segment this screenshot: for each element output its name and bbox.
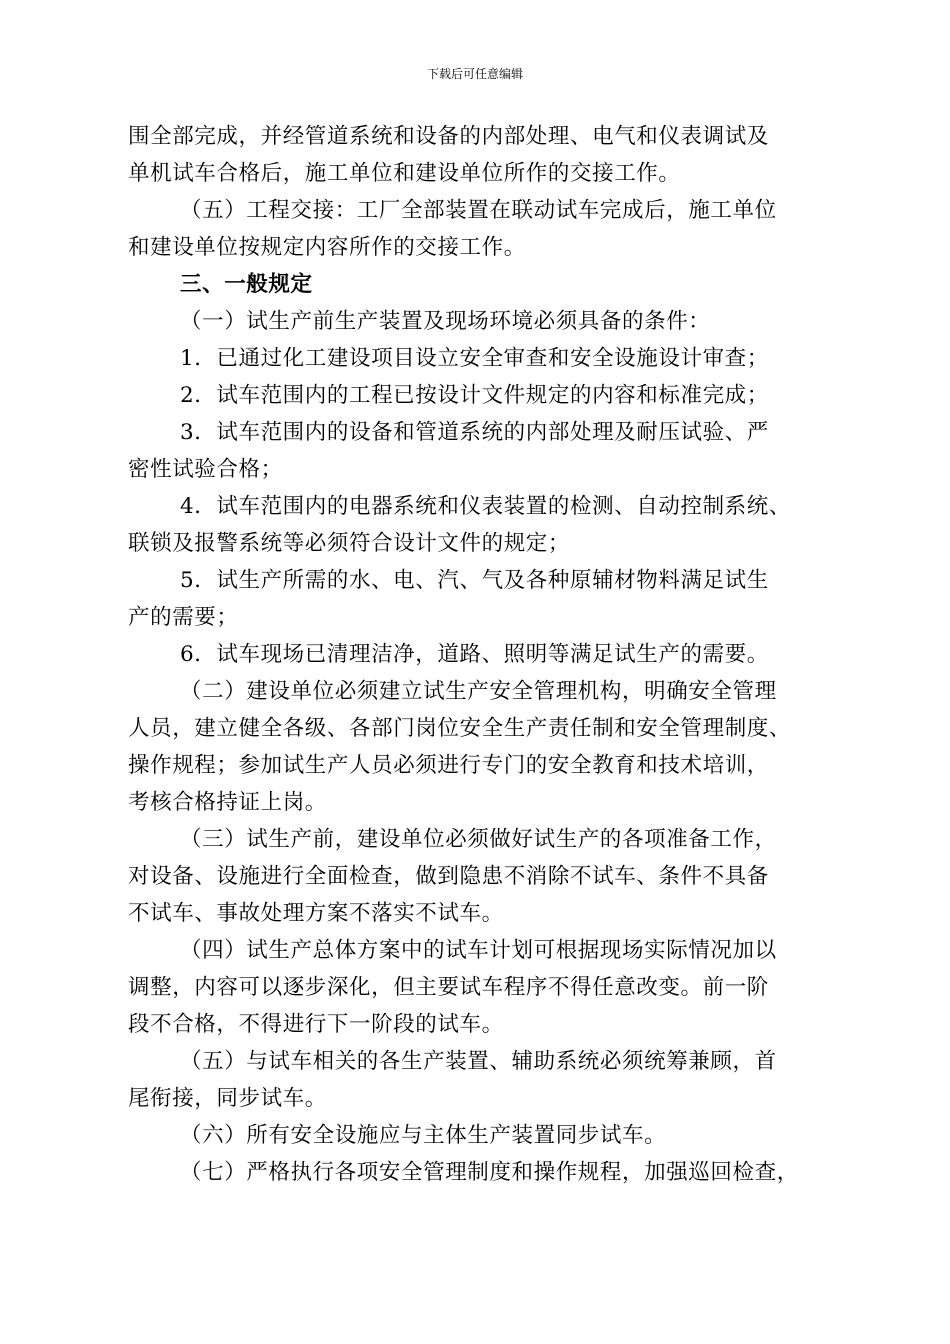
paragraph-line: （四）试生产总体方案中的试车计划可根据现场实际情况加以	[180, 938, 777, 963]
paragraph-line: （七）严格执行各项安全管理制度和操作规程，加强巡回检查，	[180, 1160, 799, 1185]
paragraph-line: 考核合格持证上岗。	[128, 790, 327, 815]
paragraph-line: （二）建设单位必须建立试生产安全管理机构，明确安全管理	[180, 679, 777, 704]
paragraph-line: 密性试验合格；	[128, 457, 283, 482]
paragraph-line: 4．试车范围内的电器系统和仪表装置的检测、自动控制系统、	[180, 494, 791, 519]
paragraph-line: 5．试生产所需的水、电、汽、气及各种原辅材物料满足试生	[180, 568, 769, 593]
paragraph-line: 联锁及报警系统等必须符合设计文件的规定；	[128, 531, 571, 556]
paragraph-line: 人员，建立健全各级、各部门岗位安全生产责任制和安全管理制度、	[128, 716, 792, 741]
paragraph-line: 段不合格，不得进行下一阶段的试车。	[128, 1012, 504, 1037]
paragraph-line: 和建设单位按规定内容所作的交接工作。	[128, 235, 526, 260]
paragraph-line: 尾衔接，同步试车。	[128, 1086, 327, 1111]
paragraph-line: （五）工程交接：工厂全部装置在联动试车完成后，施工单位	[180, 198, 777, 223]
paragraph-line: 6．试车现场已清理洁净，道路、照明等满足试生产的需要。	[180, 642, 769, 667]
page-header: 下载后可任意编辑	[426, 67, 523, 81]
paragraph-line: （三）试生产前，建设单位必须做好试生产的各项准备工作，	[180, 827, 777, 852]
section-heading: 三、一般规定	[180, 272, 313, 297]
paragraph-line: （一）试生产前生产装置及现场环境必须具备的条件：	[180, 309, 711, 334]
paragraph-line: （五）与试车相关的各生产装置、辅助系统必须统筹兼顾，首	[180, 1049, 777, 1074]
paragraph-line: 单机试车合格后，施工单位和建设单位所作的交接工作。	[128, 161, 681, 186]
paragraph-line: （六）所有安全设施应与主体生产装置同步试车。	[180, 1123, 667, 1148]
paragraph-line: 2．试车范围内的工程已按设计文件规定的内容和标准完成；	[180, 383, 769, 408]
paragraph-line: 对设备、设施进行全面检查，做到隐患不消除不试车、条件不具备	[128, 864, 769, 889]
paragraph-line: 1．已通过化工建设项目设立安全审查和安全设施设计审查；	[180, 346, 769, 371]
paragraph-line: 操作规程；参加试生产人员必须进行专门的安全教育和技术培训，	[128, 753, 769, 778]
paragraph-line: 产的需要；	[128, 605, 239, 630]
paragraph-line: 调整，内容可以逐步深化，但主要试车程序不得任意改变。前一阶	[128, 975, 769, 1000]
paragraph-line: 3．试车范围内的设备和管道系统的内部处理及耐压试验、严	[180, 420, 769, 445]
paragraph-line: 围全部完成，并经管道系统和设备的内部处理、电气和仪表调试及	[128, 124, 769, 149]
paragraph-line: 不试车、事故处理方案不落实不试车。	[128, 901, 504, 926]
